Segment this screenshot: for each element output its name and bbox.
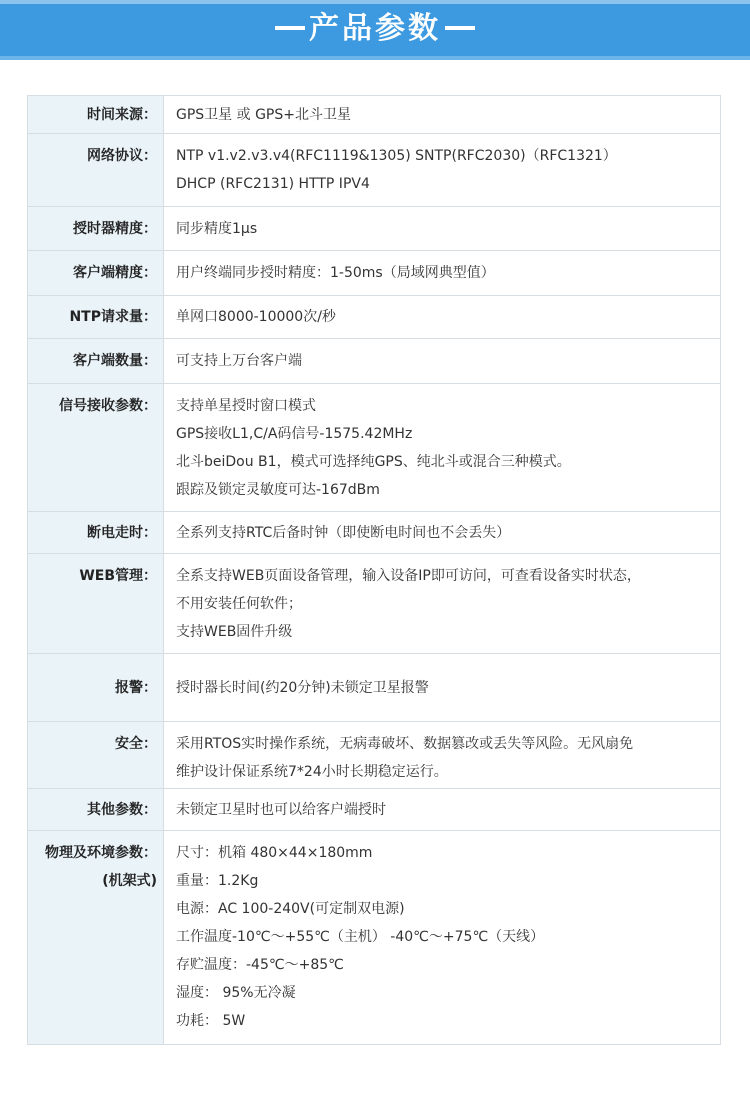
spec-row-web-management	[28, 554, 721, 654]
spec-value	[164, 722, 721, 789]
spec-value	[164, 251, 721, 296]
spec-label: 时间来源：	[28, 96, 164, 134]
spec-row-alarm	[28, 654, 721, 722]
spec-label: 断电走时：	[28, 512, 164, 554]
spec-value	[164, 512, 721, 554]
spec-value-line: 授时器长时间(约20分钟)未锁定卫星报警	[176, 679, 429, 696]
spec-row-client-count	[28, 339, 721, 384]
spec-row-other-params	[28, 789, 721, 831]
spec-value	[164, 207, 721, 251]
spec-row-client-accuracy	[28, 251, 721, 296]
spec-value-line: 尺寸：机箱 480×44×180mm	[176, 845, 373, 861]
spec-row-time-source	[28, 96, 721, 134]
spec-value-line: 重量：1.2Kg	[176, 873, 259, 889]
spec-row-signal-params	[28, 384, 721, 512]
spec-label: 报警：	[28, 654, 164, 722]
spec-label: 授时器精度：	[28, 207, 164, 251]
header-banner-stripe	[0, 56, 750, 60]
spec-table	[27, 95, 721, 1045]
spec-label: NTP请求量：	[28, 296, 164, 339]
spec-label: 客户端精度：	[28, 251, 164, 296]
spec-row-network-protocol	[28, 134, 721, 207]
spec-value	[164, 384, 721, 512]
spec-row-security	[28, 722, 721, 789]
spec-value	[164, 654, 721, 722]
spec-value-line: 用户终端同步授时精度：1-50ms（局域网典型值）	[176, 265, 495, 281]
spec-label: 客户端数量：	[28, 339, 164, 384]
spec-value-line: 电源：AC 100-240V(可定制双电源)	[176, 901, 405, 917]
spec-value	[164, 134, 721, 207]
spec-value-line: 可支持上万台客户端	[176, 353, 302, 369]
spec-row-physical-env	[28, 831, 721, 1045]
spec-label	[28, 831, 164, 1045]
spec-row-power-off-timing	[28, 512, 721, 554]
page-title	[0, 8, 750, 50]
spec-value-line: 不用安装任何软件；	[176, 596, 302, 612]
spec-value	[164, 831, 721, 1045]
title-dash-left	[275, 26, 305, 30]
spec-value-line: 维护设计保证系统7*24小时长期稳定运行。	[176, 764, 448, 780]
spec-label: 网络协议：	[28, 134, 164, 207]
spec-value-line: GPS接收L1,C/A码信号-1575.42MHz	[176, 426, 413, 442]
spec-value-line: 全系支持WEB页面设备管理，输入设备IP即可访问，可查看设备实时状态，	[176, 568, 641, 584]
spec-value-line: NTP v1.v2.v3.v4(RFC1119&1305) SNTP(RFC2030)（RFC1321）	[176, 148, 617, 164]
spec-value-line: 单网口8000-10000次/秒	[176, 309, 336, 325]
spec-value-line: 采用RTOS实时操作系统，无病毒破坏、数据篡改或丢失等风险。无风扇免	[176, 736, 634, 752]
spec-label: WEB管理：	[28, 554, 164, 654]
spec-value	[164, 296, 721, 339]
spec-value-line: 未锁定卫星时也可以给客户端授时	[176, 801, 386, 818]
spec-value	[164, 789, 721, 831]
spec-value-line: 跟踪及锁定灵敏度可达-167dBm	[176, 482, 380, 498]
spec-label: 安全：	[28, 722, 164, 789]
spec-value-line: 存贮温度：-45℃～+85℃	[176, 957, 344, 973]
spec-value-line: GPS卫星 或 GPS+北斗卫星	[176, 106, 351, 123]
spec-value-line: 湿度： 95%无冷凝	[176, 985, 296, 1001]
spec-value-line: 同步精度1μs	[176, 220, 258, 237]
spec-value	[164, 339, 721, 384]
page-title-text: 产品参数	[309, 11, 441, 46]
spec-value-line: DHCP (RFC2131) HTTP IPV4	[176, 176, 370, 192]
spec-value	[164, 96, 721, 134]
spec-value-line: 支持单星授时窗口模式	[176, 398, 316, 414]
spec-value-line: 北斗beiDou B1，模式可选择纯GPS、纯北斗或混合三种模式。	[176, 454, 571, 470]
spec-value-line: 功耗： 5W	[176, 1013, 246, 1029]
title-dash-right	[445, 26, 475, 30]
spec-label-sub: (机架式)	[102, 873, 157, 889]
spec-value	[164, 554, 721, 654]
spec-label: 信号接收参数：	[28, 384, 164, 512]
spec-row-ntp-requests	[28, 296, 721, 339]
spec-value-line: 工作温度-10℃～+55℃（主机） -40℃～+75℃（天线）	[176, 929, 545, 945]
spec-row-timer-accuracy	[28, 207, 721, 251]
spec-label-line: 物理及环境参数：	[45, 845, 157, 861]
spec-value-line: 全系列支持RTC后备时钟（即使断电时间也不会丢失）	[176, 524, 511, 541]
spec-value-line: 支持WEB固件升级	[176, 624, 293, 640]
spec-label: 其他参数：	[28, 789, 164, 831]
